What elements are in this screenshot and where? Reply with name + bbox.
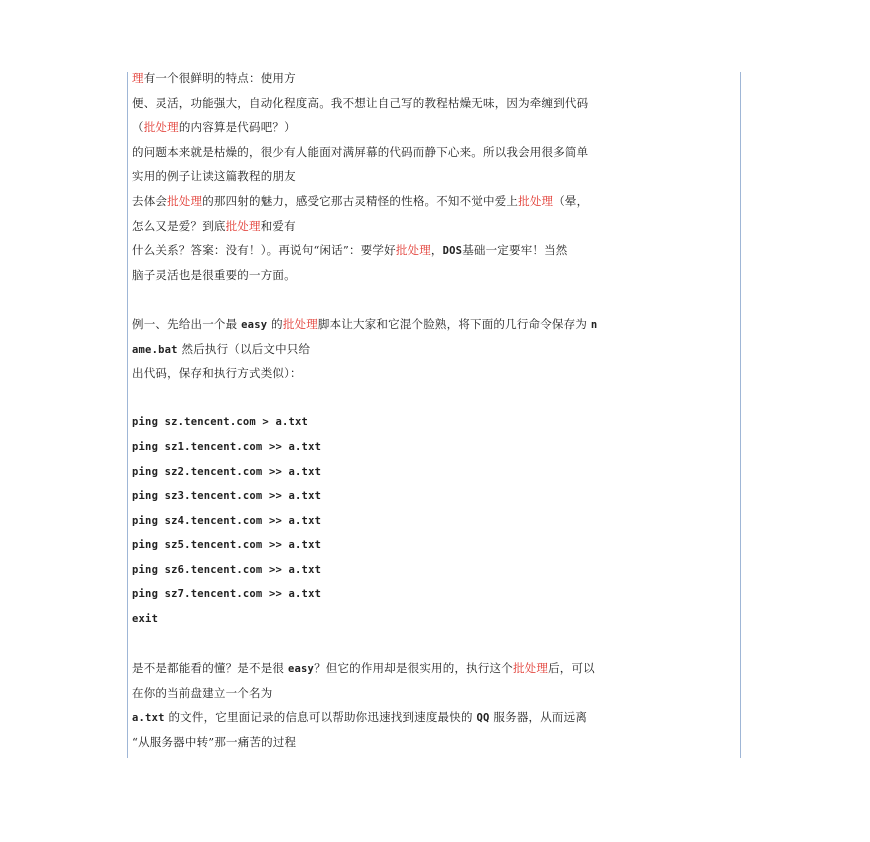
code-line: ping sz1.tencent.com >> a.txt [132,440,322,453]
text: 的问题本来就是枯燥的，很少有人能面对满屏幕的代码而静下心来。所以我会用很多简单 [132,144,589,159]
intro-line-7 [132,214,738,239]
text: 便、灵活，功能强大，自动化程度高。我不想让自己写的教程枯燥无味，因为牵缠到代码 [132,95,589,110]
text: （ [132,120,144,135]
outro-line-2 [132,681,738,706]
text: 脑子灵活也是很重要的一方面。 [132,267,296,282]
text: 怎么又是爱？到底 [132,218,226,233]
text: 基础一定要牢！当然 [462,243,568,258]
text: （晕， [553,193,589,208]
code-line: exit [132,613,159,626]
inline-code: easy [241,318,268,331]
highlight-term: 批处理 [225,218,261,233]
example-line-2 [132,337,738,362]
code-line: ping sz5.tencent.com >> a.txt [132,539,322,552]
text: 服务器，从而远离 [489,710,588,725]
text: 和爱有 [260,218,296,233]
inline-code: n [590,318,598,331]
text: 脚本让大家和它混个脸熟，将下面的几行命令保存为 [317,316,591,331]
document-body [132,66,738,755]
intro-line-6 [132,189,738,214]
text: 的那四射的魅力，感受它那古灵精怪的性格。不知不觉中爱上 [202,193,519,208]
intro-line-8 [132,238,738,263]
text: 出代码，保存和执行方式类似）： [132,366,302,381]
inline-code: ame.bat [132,343,178,356]
text: 什么关系？答案：没有！）。再说句“闲话”：要学好 [132,243,396,258]
text: 是不是都能看的懂？是不是很 [132,661,288,676]
inline-code: QQ [476,712,490,725]
code-line: ping sz4.tencent.com >> a.txt [132,514,322,527]
text: ？但它的作用却是很实用的，执行这个 [314,661,513,676]
highlight-term: 理 [132,71,144,85]
intro-line-1 [132,66,738,91]
intro-line-9 [132,263,738,288]
highlight-term: 批处理 [512,661,549,676]
spacer [132,287,738,312]
intro-line-5 [132,164,738,189]
text: ， [430,243,443,258]
text: 然后执行（以后文中只给 [177,341,311,356]
outro-line-4 [132,730,738,755]
highlight-term: 批处理 [167,193,203,208]
text: 的文件，它里面记录的信息可以帮助你迅速找到速度最快的 [164,710,477,725]
code-line: ping sz2.tencent.com >> a.txt [132,465,322,478]
inline-code: a.txt [132,712,165,725]
example-line-3 [132,361,738,386]
highlight-term: 批处理 [395,243,431,258]
text: 的内容算是代码吧？） [178,120,296,135]
spacer [132,632,738,657]
example-line-1 [132,312,738,337]
text: 实用的例子让读这篇教程的朋友 [132,169,296,184]
inline-code: easy [287,663,315,676]
outro-line-1 [132,656,738,681]
code-line: ping sz7.tencent.com >> a.txt [132,588,322,601]
highlight-term: 批处理 [282,316,318,331]
text: 后，可以 [548,661,595,676]
code-line: ping sz.tencent.com > a.txt [132,416,309,429]
outro-line-3 [132,705,738,730]
text: 例一、先给出一个最 [132,316,242,331]
text: 去体会 [132,193,168,208]
intro-line-3 [132,115,738,140]
highlight-term: 批处理 [143,120,179,135]
code-line: ping sz3.tencent.com >> a.txt [132,490,322,503]
code-line: ping sz6.tencent.com >> a.txt [132,563,322,576]
text: 有一个很鲜明的特点：使用方 [143,71,296,85]
inline-code: DOS [442,245,463,258]
text: 在你的当前盘建立一个名为 [132,685,273,700]
intro-line-4 [132,140,738,165]
spacer [132,386,738,411]
text: 的 [267,316,283,331]
text: “从服务器中转”那一痛苦的过程 [132,735,297,750]
highlight-term: 批处理 [518,193,554,208]
intro-line-2 [132,91,738,116]
